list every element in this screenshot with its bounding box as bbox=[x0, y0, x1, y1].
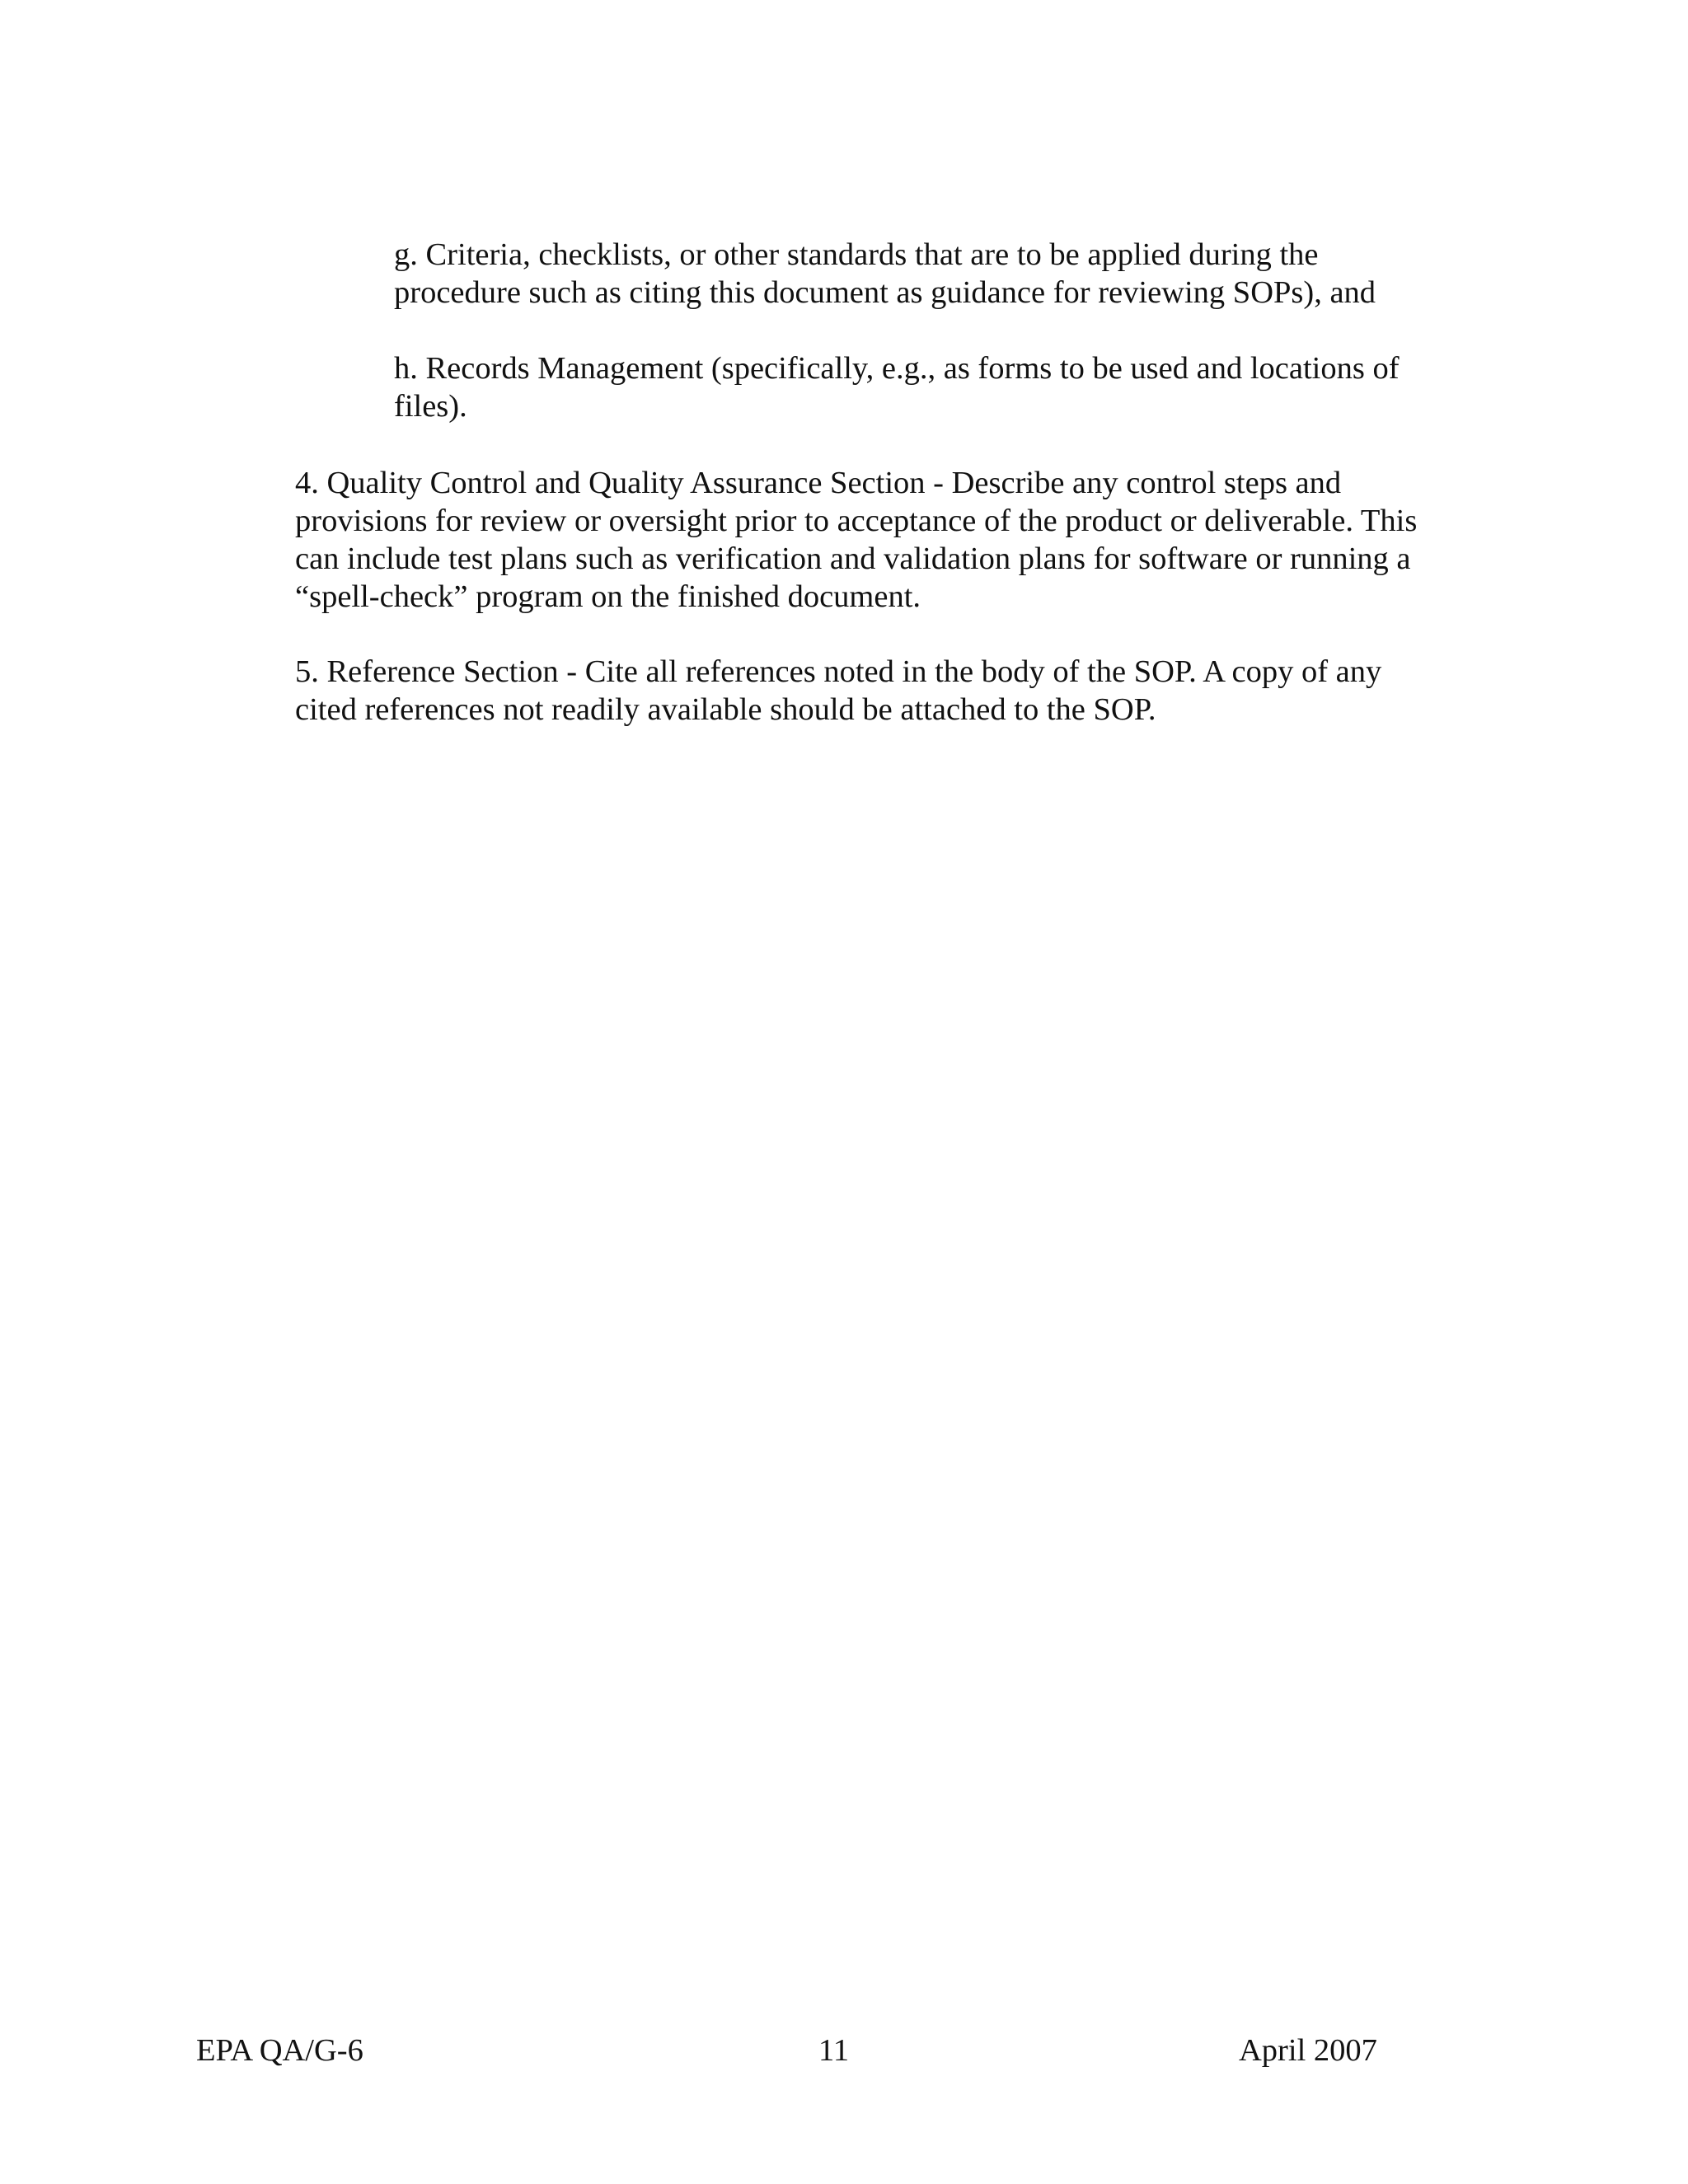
text-line: procedure such as citing this document as guidance for reviewing SOPs), and bbox=[394, 275, 1376, 310]
list-item-g bbox=[394, 236, 1376, 312]
footer-page-number: 11 bbox=[818, 2033, 850, 2068]
list-item-h bbox=[394, 349, 1400, 425]
text-line: cited references not readily available should be attached to the SOP. bbox=[295, 692, 1156, 727]
text-line: h. Records Management (specifically, e.g., as forms to be used and locations of bbox=[394, 351, 1400, 386]
footer-document-id: EPA QA/G-6 bbox=[196, 2033, 363, 2068]
text-line: 4. Quality Control and Quality Assurance Section - Describe any control steps and bbox=[295, 466, 1342, 500]
text-line: provisions for review or oversight prior to acceptance of the product or deliverable. This bbox=[295, 504, 1418, 538]
text-line: 5. Reference Section - Cite all references noted in the body of the SOP. A copy of any bbox=[295, 654, 1382, 689]
footer-date: April 2007 bbox=[1239, 2033, 1377, 2068]
text-line: g. Criteria, checklists, or other standards that are to be applied during the bbox=[394, 237, 1319, 272]
section-4-quality-control bbox=[295, 464, 1417, 616]
text-line: can include test plans such as verification and validation plans for software or running a bbox=[295, 541, 1411, 576]
section-5-reference bbox=[295, 653, 1381, 729]
text-line: files). bbox=[394, 389, 467, 424]
text-line: “spell-check” program on the finished document. bbox=[295, 579, 921, 614]
